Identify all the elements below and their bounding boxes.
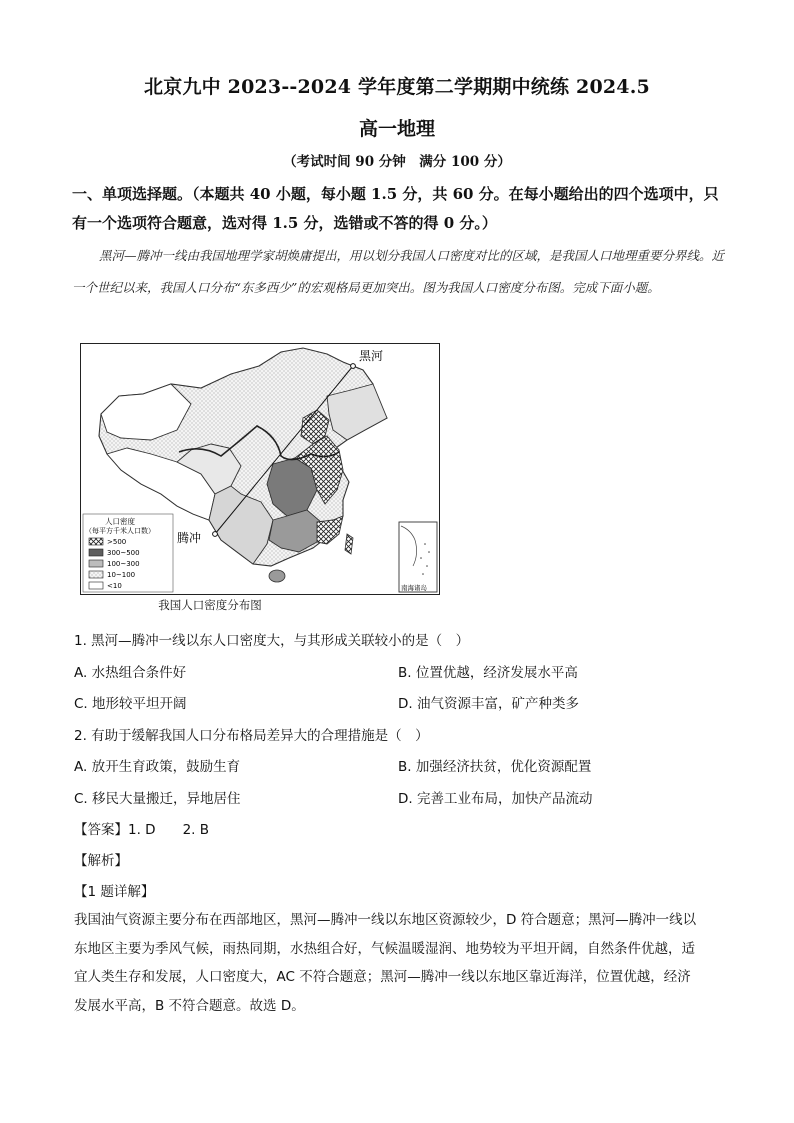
answer-row: [74, 818, 209, 838]
legend-title: 人口密度: [105, 517, 135, 526]
inset-box: [399, 522, 437, 592]
question-2-option-c[interactable]: C. 移民大量搬迁，异地居住: [74, 791, 241, 807]
analysis-label: 【解析】: [74, 853, 128, 869]
analysis-text: [74, 906, 722, 1020]
hainan: [269, 570, 285, 582]
population-density-map: [80, 343, 440, 595]
passage: 黑河—腾冲一线由我国地理学家胡焕庸提出，用以划分我国人口密度对比的区域，是我国人口地理重要分界线。近一个世纪以来，我国人口分布“东多西少”的宏观格局更加突出。图为我国人口密度分布图。完成下面小题。: [72, 248, 725, 295]
analysis-line: 东地区主要为季风气候，雨热同期，水热组合好，气候温暖湿润、地势较为平坦开阔，自然条件优越，适: [74, 940, 695, 957]
legend-label-300: 300~500: [107, 549, 140, 557]
answer-label: 【答案】: [74, 822, 128, 838]
inset-label: 南海诸岛: [401, 584, 427, 592]
legend-swatch-lt10: [89, 582, 103, 589]
question-2-option-b[interactable]: B. 加强经济扶贫，优化资源配置: [398, 759, 592, 775]
question-2-option-a[interactable]: A. 放开生育政策，鼓励生育: [74, 759, 241, 775]
map-caption: 我国人口密度分布图: [158, 598, 262, 612]
question-1-option-d[interactable]: D. 油气资源丰富，矿产种类多: [398, 696, 579, 712]
section-heading: 一、单项选择题。（本题共 40 小题，每小题 1.5 分，共 60 分。在每小题给出的四个选项中，只有一个选项符合题意，选对得 1.5 分，选错或不答的得 0 分。）: [72, 185, 719, 232]
legend-label-10: 10~100: [107, 571, 136, 579]
question-1-option-c[interactable]: C. 地形较平坦开阔: [74, 696, 187, 712]
question-2-stem: 2. 有助于缓解我国人口分布格局差异大的合理措施是（ ）: [74, 728, 429, 744]
question-1-option-a[interactable]: A. 水热组合条件好: [74, 665, 187, 681]
china-map-figure: [81, 344, 439, 594]
city-label-heihe: 黑河: [359, 349, 384, 363]
detail-label: 【1 题详解】: [74, 884, 155, 900]
legend-swatch-300: [89, 549, 103, 556]
answer-value: 1. D 2. B: [128, 822, 209, 838]
subject-title: 高一地理: [358, 118, 435, 140]
tengchong-point: [213, 532, 218, 537]
legend-label-100: 100~300: [107, 560, 140, 568]
analysis-line: 发展水平高，B 不符合题意。故选 D。: [74, 997, 305, 1014]
taiwan: [345, 534, 353, 554]
question-1-stem: 1. 黑河—腾冲一线以东人口密度大，与其形成关联较小的是（ ）: [74, 633, 470, 649]
legend-label-500: >500: [107, 538, 127, 546]
legend-swatch-100: [89, 560, 103, 567]
question-1-option-b[interactable]: B. 位置优越，经济发展水平高: [398, 665, 578, 681]
city-label-tengchong: 腾冲: [177, 531, 202, 545]
legend-label-lt10: <10: [107, 582, 122, 590]
legend-swatch-10: [89, 571, 103, 578]
legend-swatch-500: [89, 538, 103, 545]
exam-title: 北京九中 2023--2024 学年度第二学期期中统练 2024.5: [144, 76, 650, 98]
question-2-option-d[interactable]: D. 完善工业布局，加快产品流动: [398, 791, 593, 807]
analysis-line: 我国油气资源主要分布在西部地区，黑河—腾冲一线以东地区资源较少，D 符合题意；黑河—腾冲一线以: [74, 912, 697, 928]
exam-info: （考试时间 90 分钟 满分 100 分）: [283, 154, 511, 170]
analysis-line: 宜人类生存和发展，人口密度大，AC 不符合题意；黑河—腾冲一线以东地区靠近海洋，位置优越，经济: [74, 969, 691, 985]
legend-subtitle: （每平方千米人口数）: [85, 527, 155, 535]
heihe-point: [351, 364, 356, 369]
